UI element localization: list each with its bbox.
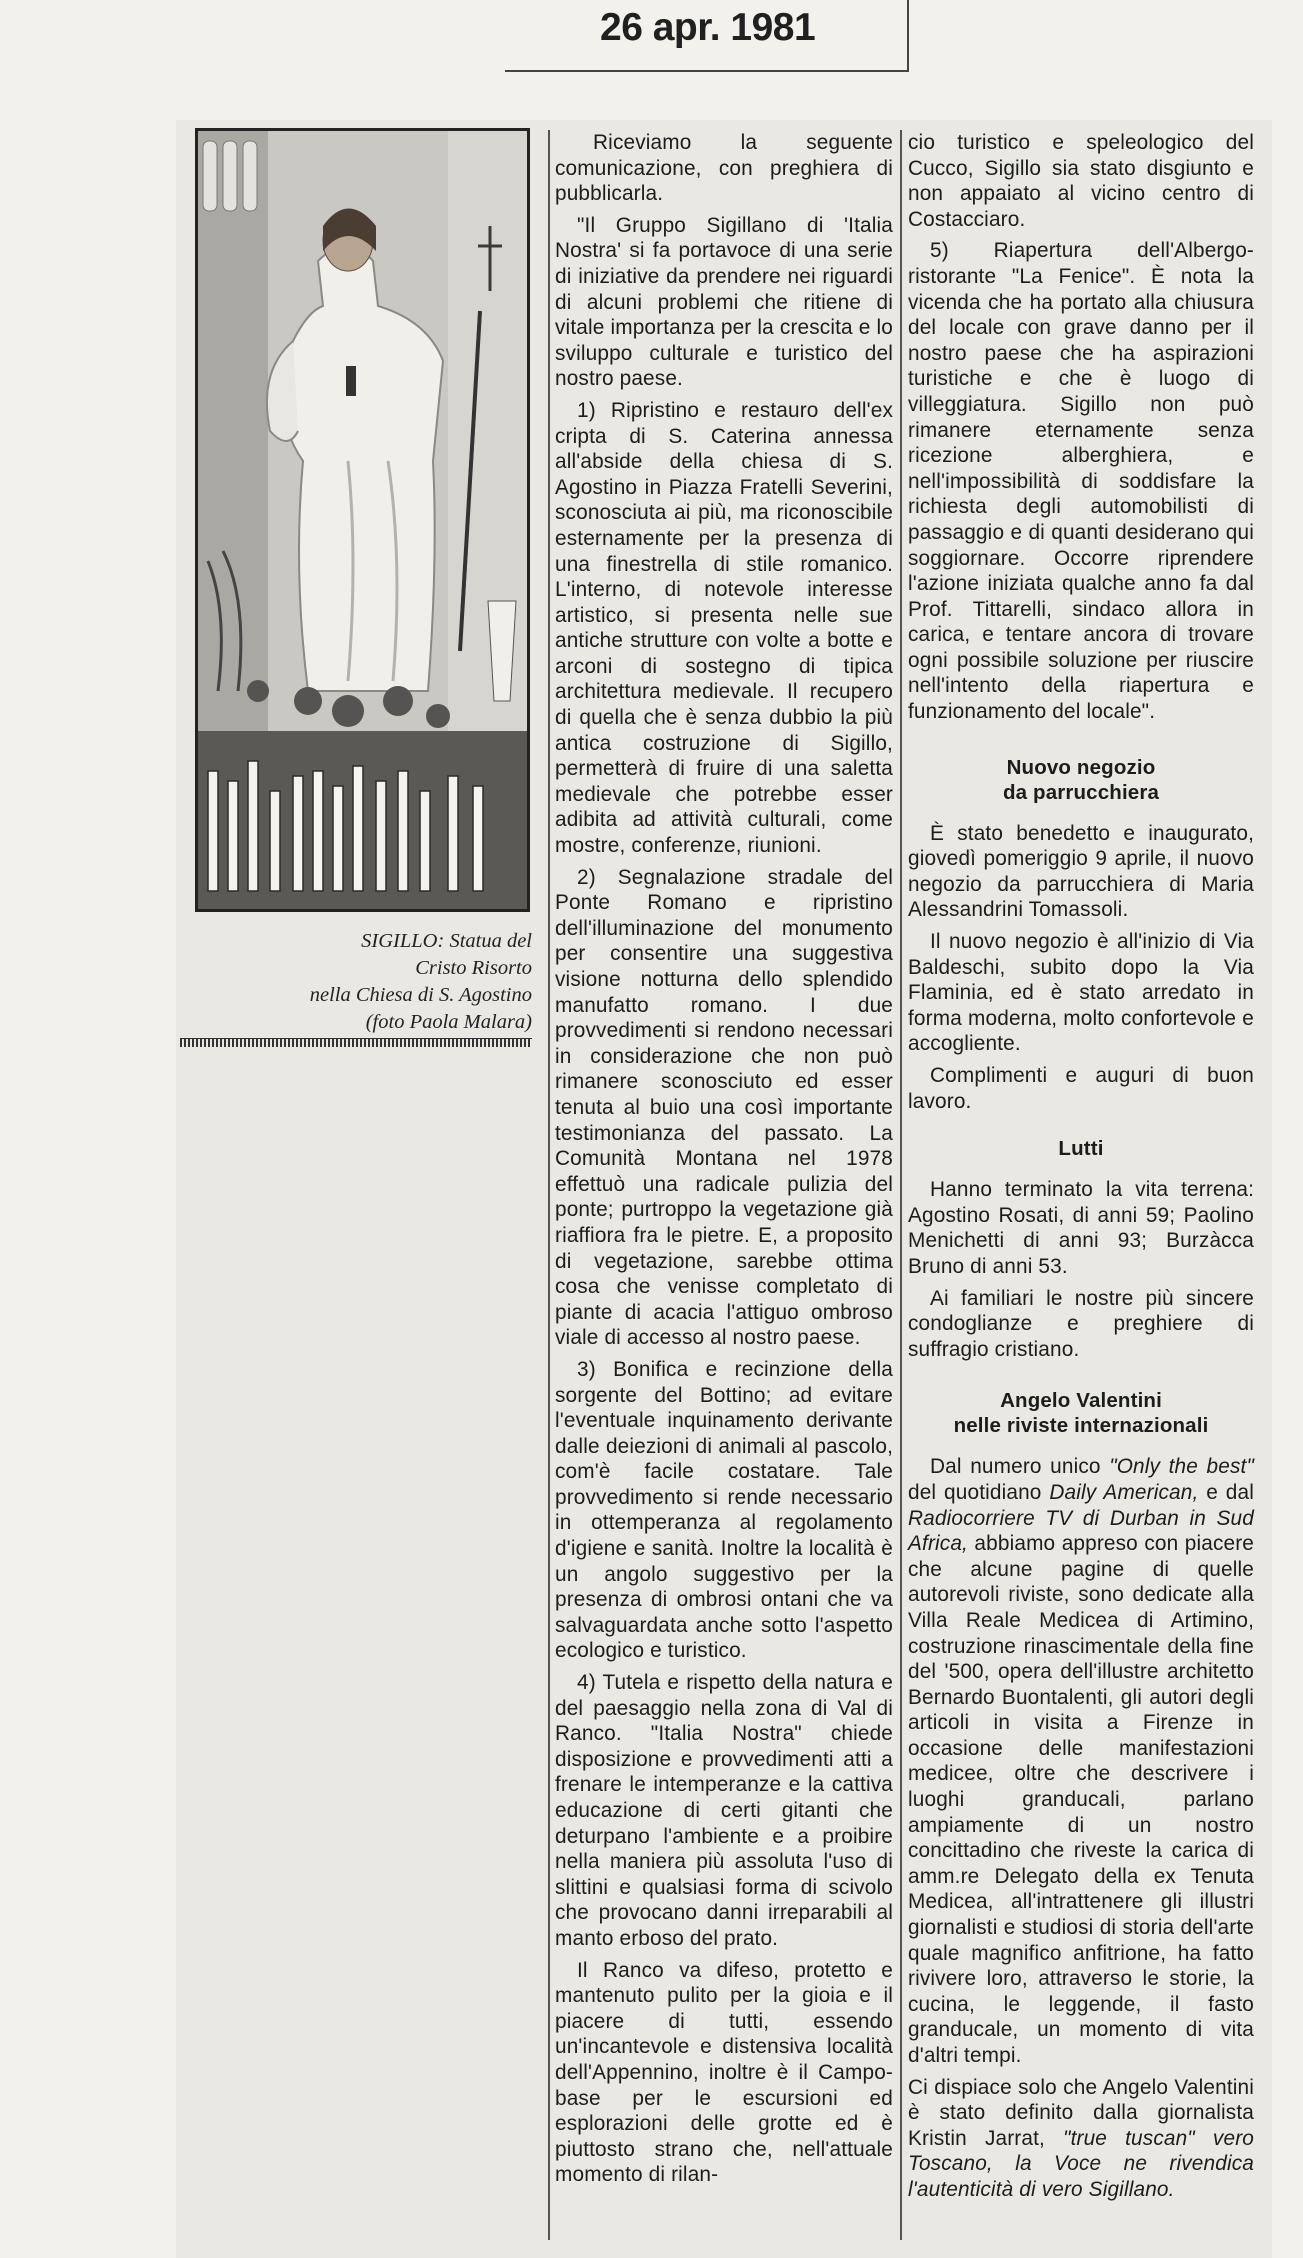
article-column-2: [908, 130, 1254, 2209]
caption-line: Cristo Risorto: [415, 957, 532, 979]
article-paragraph: Il Ranco va difeso, protetto e mantenuto pulito per la gioia e il piacere di tutti, essendo un'incantevole e distensiva località dell'Appennino, inoltre è il Campo-base per le escursioni ed esplorazioni delle grotte ed è piuttosto strano che, nell'attuale momento di rilan-: [555, 1958, 893, 2187]
date-stamp: 26 apr. 1981: [600, 6, 816, 49]
statue-photo: [195, 128, 530, 912]
text-run-italic: "Only the best": [1109, 1455, 1254, 1479]
article-paragraph: 2) Segnalazione stradale del Ponte Romano e ripristino dell'illuminazione del monumento per consentire una suggestiva visione notturna dello splendido manufatto romano. I due provvedimenti si rendono necessari in considerazione che non può rimanere sconosciuto ed esser tenuta al buio una così importante testimonianza del passato. La Comunità Montana nel 1978 effettuò una radicale pulizia del ponte; purtroppo la vegetazione già riaffiora fra le pietre. E, a proposito di vegetazione, sarebbe ottima cosa che venisse completato di piante di acacia l'attiguo ombroso viale di accesso al nostro paese.: [555, 865, 893, 1350]
article-paragraph: 1) Ripristino e restauro dell'ex cripta di S. Caterina annessa all'abside della chiesa di S. Agostino in Piazza Fratelli Severini, sconosciuta ai più, ma riconoscibile esternamente per la presenza di una finestrella di stile romanico. L'interno, di notevole interesse artistico, si presenta nelle sue antiche strutture con volte a botte e arconi di sostegno di tipica architettura medievale. Il recupero di quella che è senza dubbio la più antica costruzione di Sigillo, permetterà di fruire di una saletta medievale che potrebbe esser adibita ad attività culturali, come mostre, conferenze, riunioni.: [555, 398, 893, 858]
valentini-paragraph: [908, 1454, 1254, 2068]
lutti-paragraph: Ai familiari le nostre più sincere condoglianze e preghiere di suffragio cristiano.: [908, 1286, 1254, 1361]
negozio-paragraph: Il nuovo negozio è all'inizio di Via Baldeschi, subito dopo la Via Flaminia, ed è stato arredato in forma moderna, molto confortevole e accogliente.: [908, 930, 1254, 1056]
negozio-headline: [908, 755, 1254, 805]
article-paragraph: "Il Gruppo Sigillano di 'Italia Nostra' si fa portavoce di una serie di iniziative da prendere nei riguardi di alcuni problemi che ritiene di vitale importanza per la crescita e lo sviluppo culturale e turistico del nostro paese.: [555, 213, 893, 391]
article-paragraph: 4) Tutela e rispetto della natura e del paesaggio nella zona di Val di Ranco. "Italia Nostra" chiede disposizione e provvedimenti atti a frenare le intemperanze e la cattiva educazione di certi gitanti che deturpano l'ambiente e a proibire nella maniera più assoluta l'uso di slittini e qualsiasi forma di scivolo che provocano danni irreparabili al manto erboso del prato.: [555, 1671, 893, 1950]
date-stamp-box: [505, 0, 909, 72]
text-run-italic: "true tuscan" vero Toscano, la Voce ne rivendica l'autenticità di vero Sigillano.: [908, 2126, 1254, 2201]
text-run: del quotidiano: [908, 1480, 1050, 1504]
article-paragraph: Riceviamo la seguente comunicazione, con preghiera di pubblicarla.: [555, 131, 893, 206]
column-divider: [900, 130, 902, 2240]
text-run: abbiamo appreso con piacere che alcune pagine di quelle autorevoli riviste, sono dedicate alla Villa Reale Medicea di Artimino, costruzione rinascimentale della fine del '500, opera dell'illustre architetto Bernardo Buontalenti, gli autori degli articoli in visita a Firenze in occasione delle manifestazioni medicee, oltre che descrivere i luoghi granducali, parlano ampiamente di un nostro concittadino che riveste la carica di amm.re Delegato della ex Tenuta Medicea, all'intrattenere gli illustri giornalisti e studiosi di storia dell'arte quale magnifico anfitrione, ha fatto rivivere loro, attraverso le storie, la cucina, le leggende, il fasto granducale, un momento di vita d'altri tempi.: [908, 1532, 1254, 2067]
article-paragraph: 5) Riapertura dell'Albergo-ristorante "La Fenice". È nota la vicenda che ha portato alla chiusura del locale con grave danno per il nostro paese che ha aspirazioni turistiche e che è luogo di villeggiatura. Sigillo non può rimanere eternamente senza ricezione alberghiera, e nell'impossibilità di soddisfare la richiesta degli automobilisti di passaggio e di quanti desiderano qui soggiornare. Occorre riprendere l'azione iniziata qualche anno fa dal Prof. Tittarelli, sindaco allora in carica, e tentare ancora di trovare ogni possibile soluzione per riuscire nell'intento della riapertura e funzionamento del locale".: [908, 239, 1254, 724]
valentini-headline: [908, 1388, 1254, 1438]
negozio-paragraph: È stato benedetto e inaugurato, giovedì pomeriggio 9 aprile, il nuovo negozio da parrucchiera di Maria Alessandrini Tomassoli.: [908, 821, 1254, 922]
text-run: e dal: [1198, 1480, 1254, 1504]
headline-line: nelle riviste internazionali: [953, 1414, 1209, 1438]
caption-line: nella Chiesa di S. Agostino: [309, 984, 532, 1006]
text-run: Ci dispiace solo che Angelo Valentini è stato definito dalla giornalista Kristin Jarrat,: [908, 2075, 1254, 2150]
article-column-1: [555, 130, 893, 2194]
article-paragraph: cio turistico e speleologico del Cucco, Sigillo sia stato disgiunto e non appaiato al vicino centro di Costacciaro.: [908, 131, 1254, 231]
headline-line: Angelo Valentini: [1000, 1389, 1162, 1413]
headline-line: da parrucchiera: [1002, 780, 1160, 804]
caption-line: (foto Paola Malara): [365, 1011, 532, 1033]
caption-line: SIGILLO: Statua del: [361, 930, 532, 952]
statue-photo-drawing: [198, 131, 527, 909]
text-run-italic: Daily American,: [1049, 1480, 1199, 1504]
photo-caption: [190, 928, 532, 1036]
caption-divider: [180, 1038, 532, 1047]
negozio-paragraph: Complimenti e auguri di buon lavoro.: [908, 1064, 1254, 1113]
valentini-paragraph: [908, 2075, 1254, 2203]
lutti-paragraph: Hanno terminato la vita terrena: Agostino Rosati, di anni 59; Paolino Menichetti di anni 93; Burzàcca Bruno di anni 53.: [908, 1178, 1254, 1278]
text-run-italic: Radiocorriere TV di Durban in Sud Africa,: [908, 1506, 1254, 1556]
column-divider: [548, 130, 550, 2240]
article-paragraph: 3) Bonifica e recinzione della sorgente del Bottino; ad evitare l'eventuale inquinamento derivante dalle deiezioni di animali al pascolo, com'è facile costatare. Tale provvedimento si rende necessario in ottemperanza al regolamento d'igiene e sanità. Inoltre la località è un angolo suggestivo per la presenza di ombrosi ontani che va salvaguardata anche sotto l'aspetto ecologico e turistico.: [555, 1357, 893, 1663]
lutti-headline: Lutti: [1058, 1137, 1104, 1161]
headline-line: Nuovo negozio: [1006, 755, 1156, 779]
text-run: Dal numero unico: [930, 1455, 1110, 1479]
